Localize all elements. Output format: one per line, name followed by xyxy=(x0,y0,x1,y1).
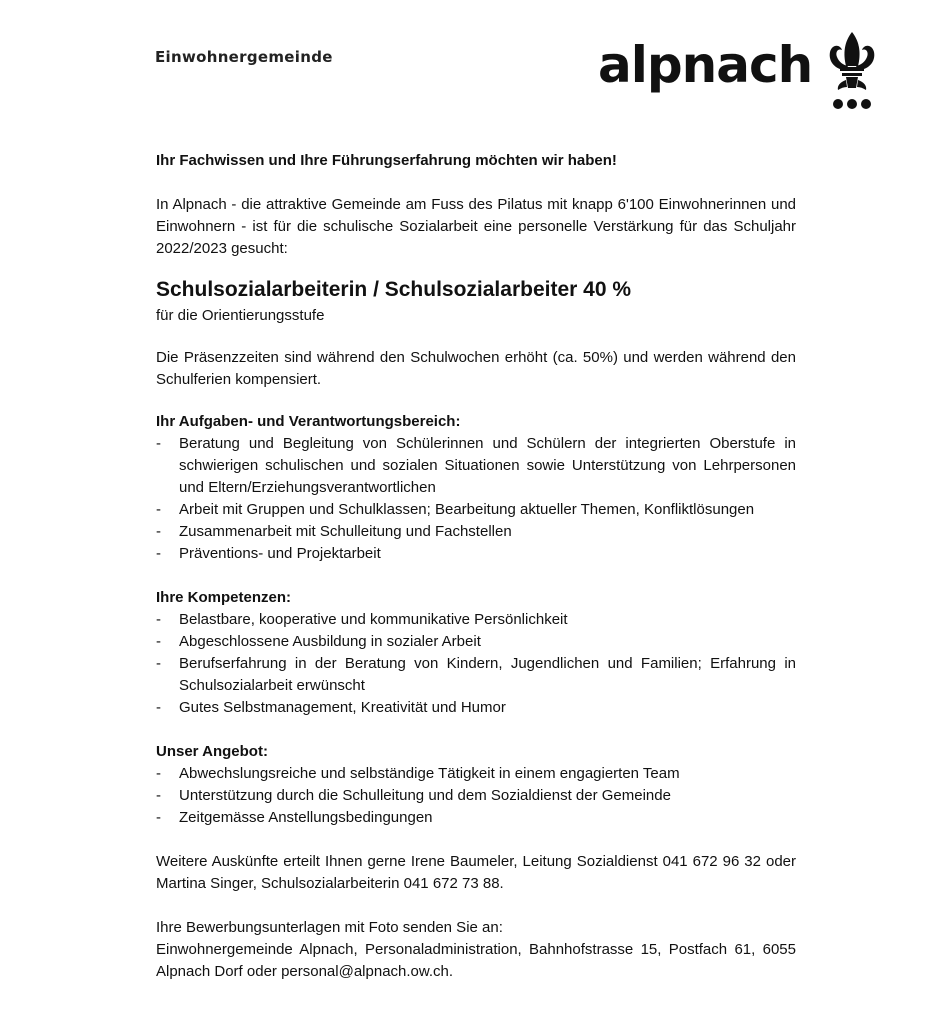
list-item: - Arbeit mit Gruppen und Schulklassen; Bearbeitung aktueller Themen, Konfliktlösungen xyxy=(156,499,796,521)
job-subtitle: für die Orientierungsstufe xyxy=(156,307,325,324)
list-item: - Abwechslungsreiche und selbständige Tätigkeit in einem engagierten Team xyxy=(156,763,796,785)
tasks-list xyxy=(156,433,796,565)
list-item: - Zeitgemässe Anstellungsbedingungen xyxy=(156,807,796,829)
list-item: - Unterstützung durch die Schulleitung und dem Sozialdienst der Gemeinde xyxy=(156,785,796,807)
offer-heading: Unser Angebot: xyxy=(156,743,268,760)
skills-heading: Ihre Kompetenzen: xyxy=(156,589,292,606)
offer-list xyxy=(156,763,796,829)
list-item: - Belastbare, kooperative und kommunikative Persönlichkeit xyxy=(156,609,796,631)
headline: Ihr Fachwissen und Ihre Führungserfahrung möchten wir haben! xyxy=(156,152,617,169)
job-posting xyxy=(156,150,796,983)
intro-paragraph: In Alpnach - die attraktive Gemeinde am Fuss des Pilatus mit knapp 6'100 Einwohnerinnen und Einwohnern - ist für die schulische Sozialarbeit eine personelle Verstärkung für das Schuljahr 2022/2023 gesucht: xyxy=(156,196,796,257)
list-item: - Berufserfahrung in der Beratung von Kindern, Jugendlichen und Familien; Erfahrung in Schulsozialarbeit erwünscht xyxy=(156,653,796,697)
list-item: - Zusammenarbeit mit Schulleitung und Fachstellen xyxy=(156,521,796,543)
tasks-heading: Ihr Aufgaben- und Verantwortungsbereich: xyxy=(156,413,461,430)
logo-wordmark: alpnach xyxy=(598,36,813,94)
application-address: Einwohnergemeinde Alpnach, Personaladministration, Bahnhofstrasse 15, Postfach 61, 6055 Alpnach Dorf oder personal@alpnach.ow.ch. xyxy=(156,941,796,980)
list-item: - Gutes Selbstmanagement, Kreativität und Humor xyxy=(156,697,796,719)
fleur-de-lis-icon xyxy=(824,30,880,112)
list-item: - Abgeschlossene Ausbildung in sozialer Arbeit xyxy=(156,631,796,653)
job-title: Schulsozialarbeiterin / Schulsozialarbeiter 40 % xyxy=(156,278,632,301)
skills-list xyxy=(156,609,796,719)
list-item: - Präventions- und Projektarbeit xyxy=(156,543,796,565)
application-intro: Ihre Bewerbungsunterlagen mit Foto senden Sie an: xyxy=(156,919,503,936)
presence-paragraph: Die Präsenzzeiten sind während den Schulwochen erhöht (ca. 50%) und werden während den Schulferien kompensiert. xyxy=(156,349,796,388)
contact-info: Weitere Auskünfte erteilt Ihnen gerne Irene Baumeler, Leitung Sozialdienst 041 672 96 32 oder Martina Singer, Schulsozialarbeiterin 041 672 73 88. xyxy=(156,853,796,892)
list-item: - Beratung und Begleitung von Schülerinnen und Schülern der integrierten Oberstufe in schwierigen schulischen und sozialen Situationen sowie Unterstützung von Lehrpersonen und Eltern/Erziehungsverantwortlichen xyxy=(156,433,796,499)
organization-name: Einwohnergemeinde xyxy=(155,48,333,66)
alpnach-logo xyxy=(598,30,880,112)
